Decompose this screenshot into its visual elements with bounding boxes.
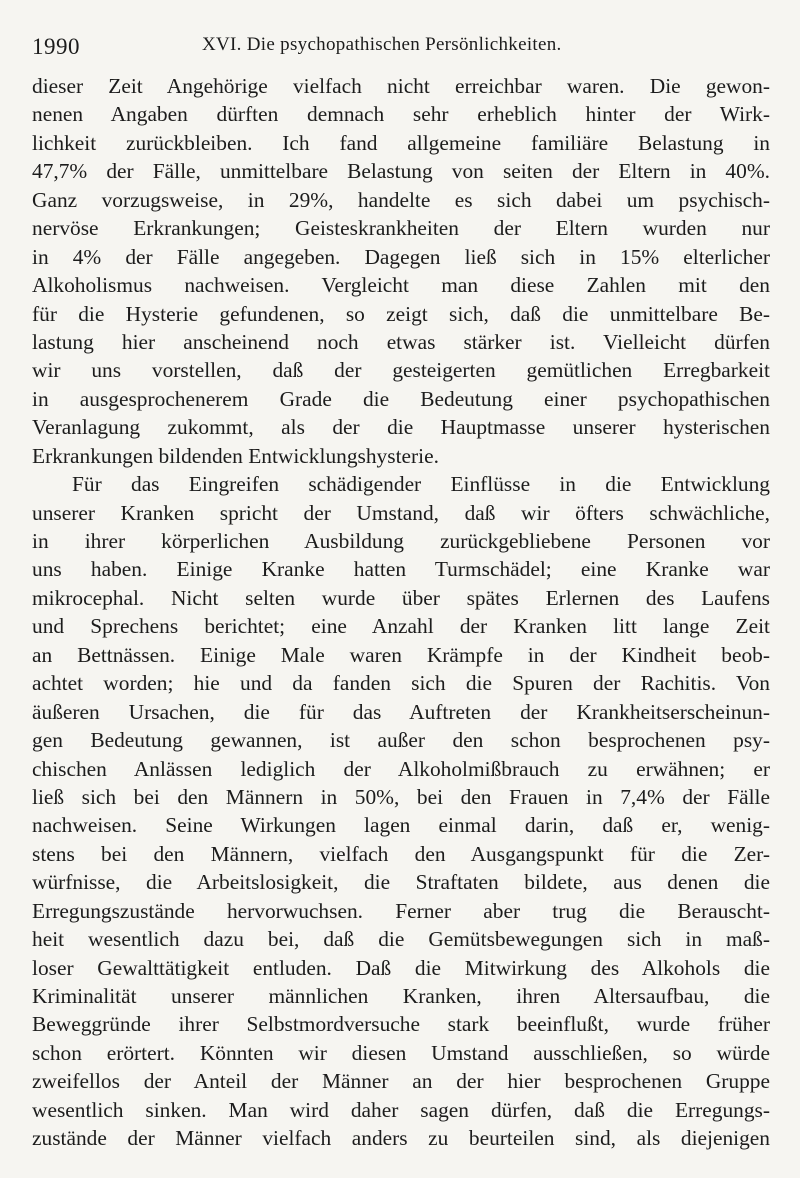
text-line: für die Hysterie gefundenen, so zeigt sich, daß die unmittelbare Be-	[32, 301, 770, 326]
text-line: nervöse Erkrankungen; Geisteskrankheiten der Eltern wurden nur	[32, 216, 770, 241]
text-line: Alkoholismus nachweisen. Vergleicht man diese Zahlen mit den	[32, 273, 770, 298]
text-line: loser Gewalttätigkeit entluden. Daß die Mitwirkung des Alkohols die	[32, 955, 770, 980]
text-line: wir uns vorstellen, daß der gesteigerten gemütlichen Erregbarkeit	[32, 358, 770, 383]
text-line: Ganz vorzugsweise, in 29%, handelte es sich dabei um psychisch-	[32, 187, 770, 212]
text-line: schon erörtert. Könnten wir diesen Umstand ausschließen, so würde	[32, 1040, 770, 1065]
text-line: Veranlagung zukommt, als der die Hauptmasse unserer hysterischen	[32, 415, 770, 440]
text-line: zustände der Männer vielfach anders zu beurteilen sind, als diejenigen	[32, 1126, 770, 1151]
text-line: Beweggründe ihrer Selbstmordversuche stark beeinflußt, wurde früher	[32, 1012, 770, 1037]
text-line: dieser Zeit Angehörige vielfach nicht erreichbar waren. Die gewon-	[32, 74, 770, 98]
text-line: würfnisse, die Arbeitslosigkeit, die Straftaten bildete, aus denen die	[32, 870, 770, 895]
body-text	[32, 72, 770, 1153]
text-line: chischen Anlässen lediglich der Alkoholmißbrauch zu erwähnen; er	[32, 756, 770, 781]
page-header	[32, 28, 768, 60]
paragraph-container	[32, 72, 770, 1153]
text-line: Erregungszustände hervorwuchsen. Ferner aber trug die Berauscht-	[32, 898, 770, 923]
running-head: XVI. Die psychopathischen Persönlichkeiten.	[202, 34, 562, 55]
text-line: mikrocephal. Nicht selten wurde über spätes Erlernen des Laufens	[32, 585, 770, 610]
text-line: unserer Kranken spricht der Umstand, daß wir öfters schwächliche,	[32, 500, 770, 525]
text-line: in ihrer körperlichen Ausbildung zurückgebliebene Personen vor	[32, 529, 770, 553]
page-number: 1990	[32, 34, 80, 59]
text-line: wesentlich sinken. Man wird daher sagen dürfen, daß die Erregungs-	[32, 1097, 770, 1122]
text-line: gen Bedeutung gewannen, ist außer den schon besprochenen psy-	[32, 728, 770, 753]
text-line: ließ sich bei den Männern in 50%, bei den Frauen in 7,4% der Fälle	[32, 784, 770, 809]
text-line: an Bettnässen. Einige Male waren Krämpfe in der Kindheit beob-	[32, 642, 770, 667]
text-line: 47,7% der Fälle, unmittelbare Belastung von seiten der Eltern in 40%.	[32, 159, 770, 184]
text-line: stens bei den Männern, vielfach den Ausgangspunkt für die Zer-	[32, 841, 770, 866]
text-line: heit wesentlich dazu bei, daß die Gemütsbewegungen sich in maß-	[32, 927, 770, 952]
text-line: lichkeit zurückbleiben. Ich fand allgemeine familiäre Belastung in	[32, 130, 770, 155]
text-line: lastung hier anscheinend noch etwas stärker ist. Vielleicht dürfen	[32, 329, 770, 354]
text-line: und Sprechens berichtet; eine Anzahl der Kranken litt lange Zeit	[32, 614, 770, 639]
text-line: Für das Eingreifen schädigender Einflüsse in die Entwicklung	[72, 472, 770, 497]
text-line: äußeren Ursachen, die für das Auftreten der Krankheitserscheinun-	[32, 699, 770, 724]
text-line: achtet worden; hie und da fanden sich die Spuren der Rachitis. Von	[32, 671, 770, 696]
paragraph	[32, 72, 770, 470]
text-line: nachweisen. Seine Wirkungen lagen einmal darin, daß er, wenig-	[32, 813, 770, 838]
text-line: in ausgesprochenerem Grade die Bedeutung einer psychopathischen	[32, 386, 770, 411]
text-line: uns haben. Einige Kranke hatten Turmschädel; eine Kranke war	[32, 557, 770, 582]
text-line: in 4% der Fälle angegeben. Dagegen ließ sich in 15% elterlicher	[32, 244, 770, 269]
text-line: Erkrankungen bildenden Entwicklungshysterie.	[32, 443, 439, 468]
text-line: zweifellos der Anteil der Männer an der hier besprochenen Gruppe	[32, 1069, 770, 1094]
paragraph	[32, 470, 770, 1153]
text-line: Kriminalität unserer männlichen Kranken, ihren Altersaufbau, die	[32, 984, 770, 1008]
text-line: nenen Angaben dürften demnach sehr erheblich hinter der Wirk-	[32, 102, 770, 127]
